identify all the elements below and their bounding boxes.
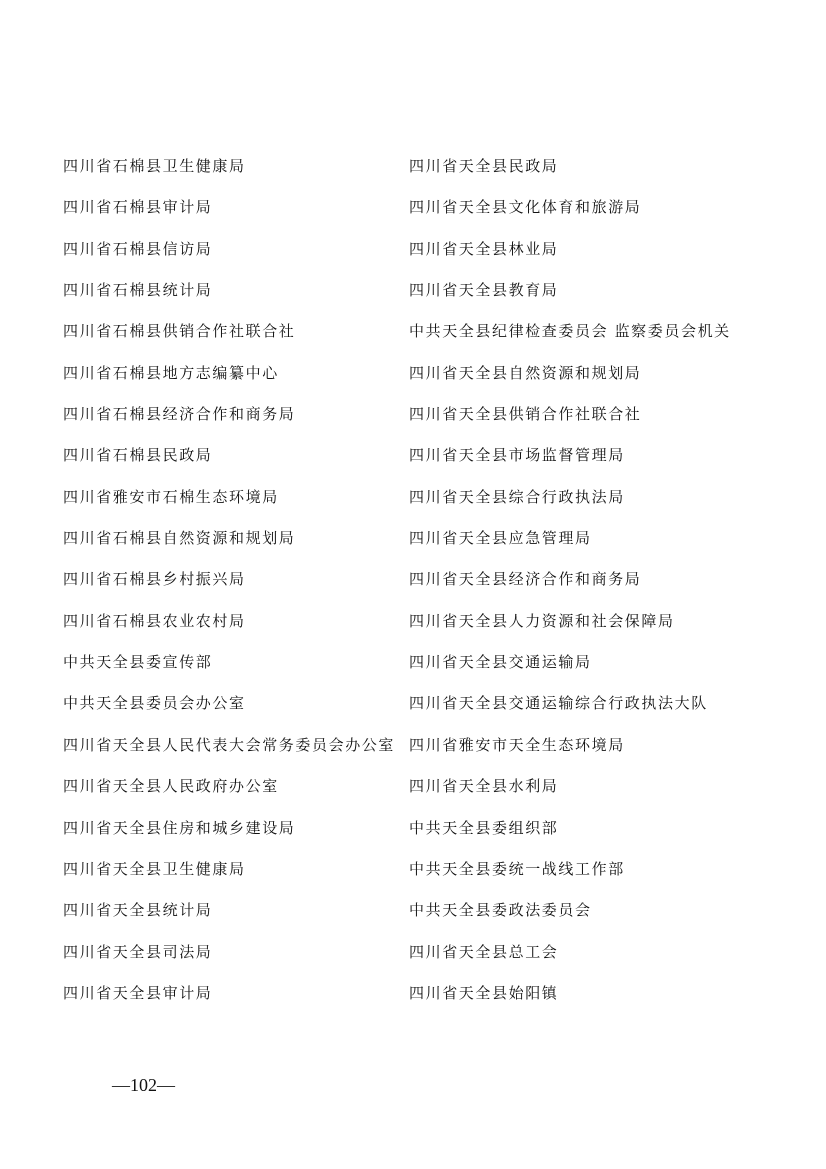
list-item: 四川省雅安市石棉生态环境局	[63, 487, 279, 506]
page-number: —102—	[112, 1075, 175, 1095]
list-item: 四川省石棉县卫生健康局	[63, 157, 246, 175]
list-item: 四川省石棉县供销合作社联合社	[63, 322, 296, 341]
list-item: 四川省天全县审计局	[63, 983, 213, 1002]
list-item: 中共天全县委宣传部	[63, 653, 213, 672]
list-item: 四川省天全县综合行政执法局	[409, 487, 625, 506]
list-item: 四川省天全县人民代表大会常务委员会办公室	[63, 735, 396, 754]
list-item: 四川省天全县人民政府办公室	[63, 777, 279, 796]
right-column-list	[409, 154, 789, 1022]
list-item: 四川省石棉县经济合作和商务局	[63, 405, 296, 424]
list-item: 四川省天全县文化体育和旅游局	[409, 198, 642, 217]
list-item: 四川省天全县应急管理局	[409, 529, 592, 548]
list-item: 四川省天全县统计局	[63, 901, 213, 920]
list-item: 中共天全县委组织部	[409, 818, 559, 837]
list-item: 四川省天全县水利局	[409, 777, 559, 796]
list-item: 四川省天全县司法局	[63, 942, 213, 961]
list-item: 四川省天全县总工会	[409, 942, 559, 961]
list-item: 四川省石棉县信访局	[63, 239, 213, 258]
list-item: 四川省天全县供销合作社联合社	[409, 405, 642, 424]
list-item: 四川省天全县民政局	[409, 157, 559, 175]
list-item: 四川省雅安市天全生态环境局	[409, 735, 625, 754]
list-item: 四川省天全县人力资源和社会保障局	[409, 611, 675, 630]
list-item: 中共天全县委政法委员会	[409, 901, 592, 920]
list-item: 四川省石棉县乡村振兴局	[63, 570, 246, 589]
left-column-list	[63, 154, 403, 1022]
list-item: 中共天全县委统一战线工作部	[409, 859, 625, 878]
list-item: 四川省天全县卫生健康局	[63, 859, 246, 878]
list-item: 四川省天全县交通运输局	[409, 653, 592, 672]
list-item: 中共天全县委员会办公室	[63, 694, 246, 713]
list-item: 四川省石棉县民政局	[63, 446, 213, 465]
list-item: 四川省石棉县农业农村局	[63, 611, 246, 630]
list-item: 四川省石棉县地方志编纂中心	[63, 363, 279, 382]
list-item: 四川省石棉县自然资源和规划局	[63, 529, 296, 548]
list-item: 四川省石棉县审计局	[63, 198, 213, 217]
list-item: 四川省天全县自然资源和规划局	[409, 363, 642, 382]
list-item: 四川省天全县教育局	[409, 281, 559, 300]
list-item: 四川省天全县始阳镇	[409, 983, 559, 1002]
list-item: 四川省天全县交通运输综合行政执法大队	[409, 694, 708, 713]
list-item: 四川省天全县经济合作和商务局	[409, 570, 642, 589]
list-item: 四川省天全县市场监督管理局	[409, 446, 625, 465]
list-item: 四川省天全县住房和城乡建设局	[63, 818, 296, 837]
list-item: 四川省石棉县统计局	[63, 281, 213, 300]
list-item: 四川省天全县林业局	[409, 239, 559, 258]
list-item: 中共天全县纪律检查委员会 监察委员会机关	[409, 322, 731, 341]
